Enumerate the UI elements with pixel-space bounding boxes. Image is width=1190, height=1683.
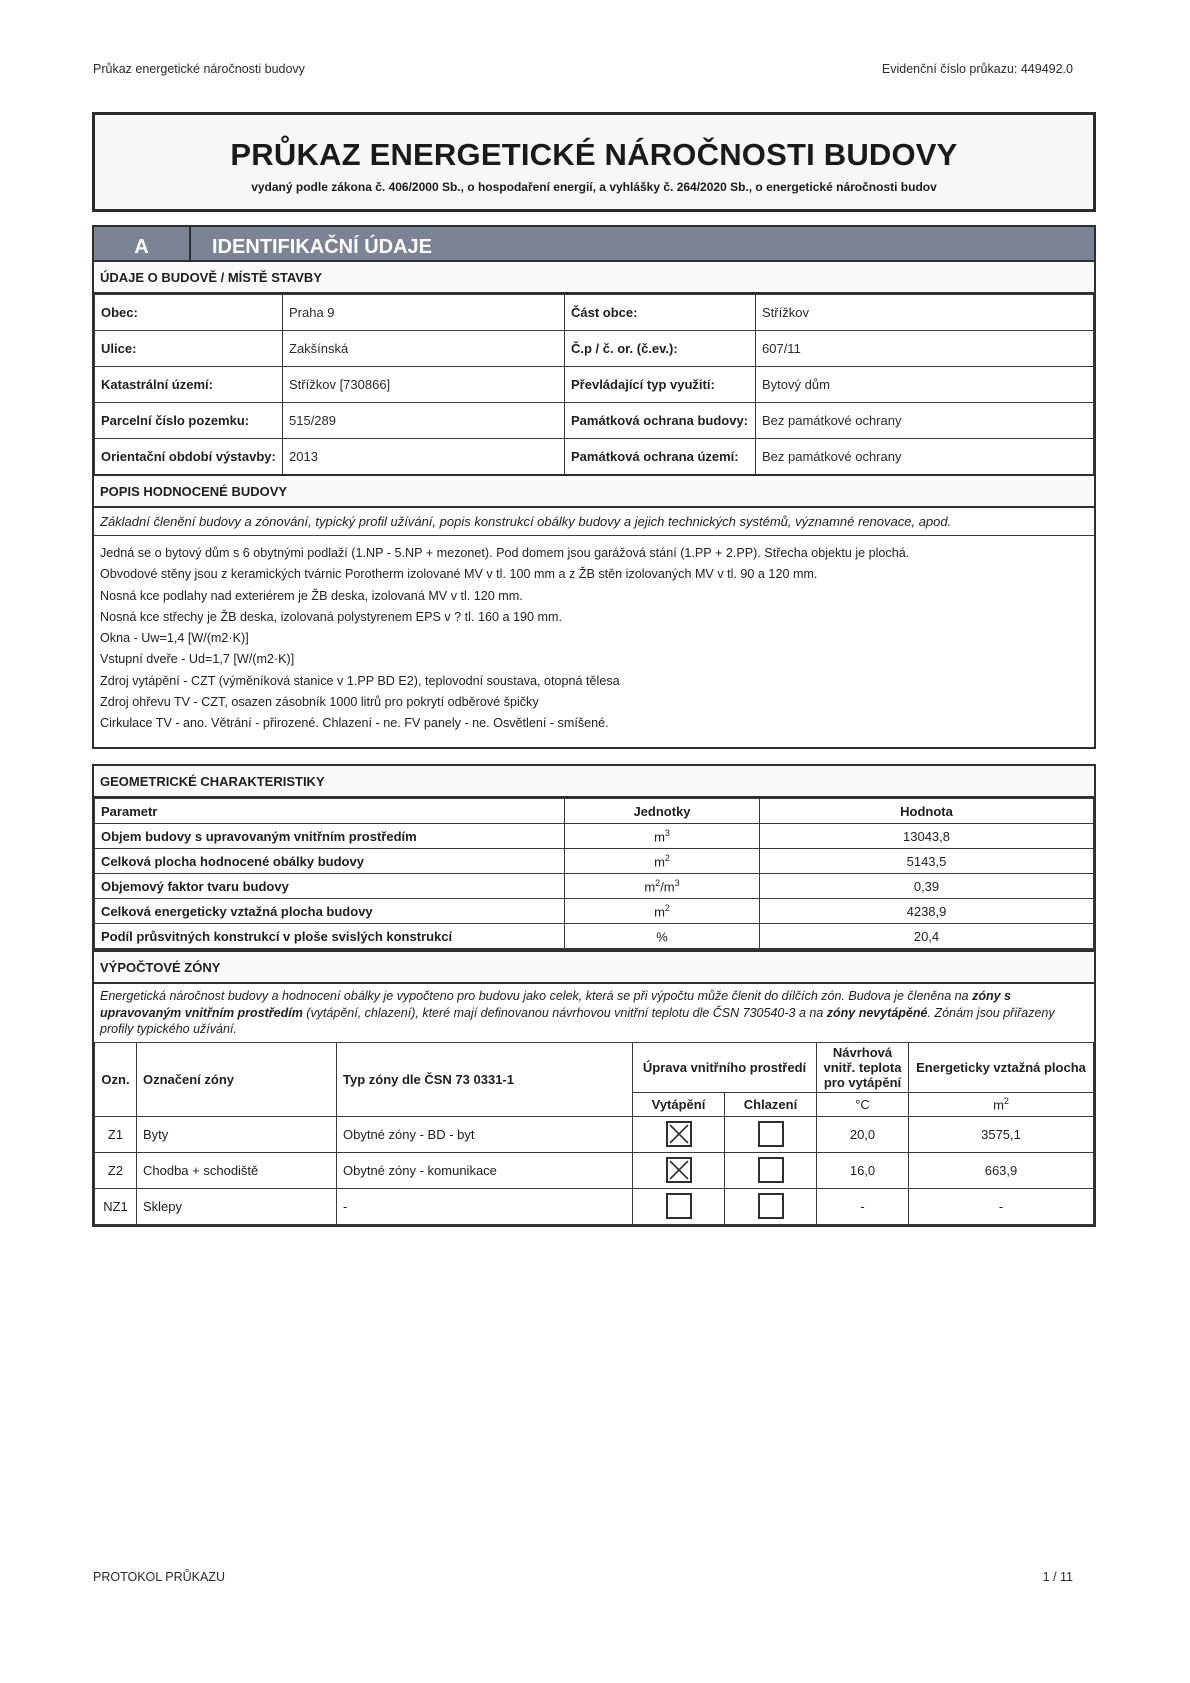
description-line: Okna - Uw=1,4 [W/(m2·K)] — [100, 631, 249, 646]
zone-temp: 20,0 — [817, 1116, 909, 1152]
geometry-unit — [565, 924, 760, 949]
geometry-value: 4238,9 — [760, 899, 1094, 924]
geometry-row — [95, 899, 1094, 924]
field-value: Bytový dům — [756, 367, 1094, 403]
col-cooling: Chlazení — [725, 1092, 817, 1116]
building-info-heading: ÚDAJE O BUDOVĚ / MÍSTĚ STAVBY — [94, 262, 1094, 294]
field-label: Parcelní číslo pozemku: — [95, 403, 283, 439]
unit-base: m — [644, 879, 656, 895]
field-value: Bez památkové ochrany — [756, 439, 1094, 475]
col-heating: Vytápění — [633, 1092, 725, 1116]
zone-area: 663,9 — [909, 1152, 1094, 1188]
unit-tail: /m — [660, 879, 675, 895]
zone-type: - — [337, 1188, 633, 1224]
zone-code: NZ1 — [95, 1188, 137, 1224]
field-label: Památková ochrana budovy: — [565, 403, 756, 439]
cooling-checkbox[interactable] — [758, 1121, 784, 1147]
document-title-box — [92, 112, 1096, 212]
unit-sup: 3 — [664, 827, 670, 838]
col-ref-area: Energeticky vztažná plocha — [909, 1042, 1094, 1092]
geometry-value: 0,39 — [760, 874, 1094, 899]
geometry-parameter: Celková energeticky vztažná plocha budovy — [95, 899, 565, 924]
field-label: Ulice: — [95, 331, 283, 367]
page-number: 1 / 11 — [1042, 1570, 1073, 1584]
zone-row — [95, 1152, 1094, 1188]
field-label: Převládající typ využití: — [565, 367, 756, 403]
zone-code: Z1 — [95, 1116, 137, 1152]
heating-checkbox[interactable] — [666, 1157, 692, 1183]
zone-temp: - — [817, 1188, 909, 1224]
heating-cell — [633, 1188, 725, 1224]
cooling-cell — [725, 1152, 817, 1188]
unit-base: m — [654, 904, 665, 920]
description-line: Cirkulace TV - ano. Větrání - přirozené. Chlazení - ne. FV panely - ne. Osvětlení - smíšené. — [100, 716, 609, 731]
zone-name: Byty — [137, 1116, 337, 1152]
description-line: Vstupní dveře - Ud=1,7 [W/(m2·K)] — [100, 652, 295, 667]
geometry-row — [95, 824, 1094, 849]
unit-sup: 2 — [1003, 1095, 1009, 1106]
description-line: Jedná se o bytový dům s 6 obytnými podlaží (1.NP - 5.NP + mezonet). Pod domem jsou garážová stání (1.PP + 2.PP). Střecha objektu je plochá. — [100, 546, 910, 560]
geometry-value: 5143,5 — [760, 849, 1094, 874]
geometry-value: 20,4 — [760, 924, 1094, 949]
field-value: Praha 9 — [283, 295, 565, 331]
description-body — [94, 536, 1094, 747]
building-info-row — [95, 439, 1094, 475]
col-hodnota: Hodnota — [760, 799, 1094, 824]
zones-note-text: . Zónám jsou přiřazeny profily typického užívání. — [100, 1005, 1055, 1036]
section-letter: A — [94, 227, 191, 267]
unit-base: m — [654, 829, 665, 845]
col-temp-unit: °C — [817, 1092, 909, 1116]
building-description-panel — [92, 474, 1096, 749]
geometry-row — [95, 849, 1094, 874]
unit-sup: 2 — [664, 902, 670, 913]
field-label: Památková ochrana území: — [565, 439, 756, 475]
zone-row — [95, 1188, 1094, 1224]
heating-checkbox[interactable] — [666, 1121, 692, 1147]
zone-name: Sklepy — [137, 1188, 337, 1224]
zone-area: 3575,1 — [909, 1116, 1094, 1152]
description-line: Zdroj vytápění - CZT (výměníková stanice v 1.PP BD E2), teplovodní soustava, otopná tělesa — [100, 673, 620, 688]
building-info-table — [94, 294, 1094, 475]
geometry-table — [94, 798, 1094, 949]
section-title: IDENTIFIKAČNÍ ÚDAJE — [212, 235, 433, 258]
zone-temp: 16,0 — [817, 1152, 909, 1188]
zones-note-bold: zóny s upravovaným vnitřním prostředím — [100, 989, 1011, 1020]
zone-area: - — [909, 1188, 1094, 1224]
zone-name: Chodba + schodiště — [137, 1152, 337, 1188]
field-label: Obec: — [95, 295, 283, 331]
col-zone-name: Označení zóny — [137, 1042, 337, 1116]
zones-heading: VÝPOČTOVÉ ZÓNY — [94, 952, 1094, 984]
zones-note-text: Energetická náročnost budovy a hodnocení obálky je vypočteno pro budovu jako celek, která se při výpočtu může členit do dílčích zón. Budova je členěna na — [100, 989, 973, 1003]
geometry-parameter: Objem budovy s upravovaným vnitřním prostředím — [95, 824, 565, 849]
building-info-row — [95, 403, 1094, 439]
col-zone-type: Typ zóny dle ČSN 73 0331-1 — [337, 1042, 633, 1116]
unit-tail-sup: 3 — [674, 877, 680, 888]
geometry-unit — [565, 824, 760, 849]
col-design-temp: Návrhová vnitř. teplota pro vytápění — [817, 1042, 909, 1092]
geometry-unit — [565, 874, 760, 899]
zones-note-bold: zóny nevytápěné — [826, 1005, 928, 1020]
description-line: Zdroj ohřevu TV - CZT, osazen zásobník 1000 litrů pro pokrytí odběrové špičky — [100, 695, 539, 710]
col-environment: Úprava vnitřního prostředí — [633, 1042, 817, 1092]
building-info-row — [95, 331, 1094, 367]
zones-panel — [92, 950, 1096, 1227]
zone-code: Z2 — [95, 1152, 137, 1188]
col-area-unit — [909, 1092, 1094, 1116]
zones-note — [94, 984, 1094, 1042]
field-value: Střížkov [730866] — [283, 367, 565, 403]
geometry-parameter: Objemový faktor tvaru budovy — [95, 874, 565, 899]
zone-type: Obytné zóny - komunikace — [337, 1152, 633, 1188]
geometry-row — [95, 924, 1094, 949]
geometry-unit — [565, 899, 760, 924]
col-jednotky: Jednotky — [565, 799, 760, 824]
heating-cell — [633, 1116, 725, 1152]
unit-base: m — [993, 1097, 1004, 1113]
document-subtitle: vydaný podle zákona č. 406/2000 Sb., o hospodaření energií, a vyhlášky č. 264/2020 Sb., o energetické náročnosti budov — [251, 180, 937, 194]
geometry-row — [95, 874, 1094, 899]
building-info-panel — [92, 260, 1096, 477]
description-line: Nosná kce střechy je ŽB deska, izolovaná polystyrenem EPS v ? tl. 160 a 190 mm. — [100, 609, 562, 624]
cooling-cell — [725, 1188, 817, 1224]
zone-row — [95, 1116, 1094, 1152]
building-info-row — [95, 295, 1094, 331]
field-value: Zakšínská — [283, 331, 565, 367]
geometry-parameter: Celková plocha hodnocené obálky budovy — [95, 849, 565, 874]
field-value: 607/11 — [756, 331, 1094, 367]
unit-sup: 2 — [664, 852, 670, 863]
zones-header-row — [95, 1042, 1094, 1092]
field-label: Orientační období výstavby: — [95, 439, 283, 475]
field-value: 515/289 — [283, 403, 565, 439]
geometry-parameter: Podíl průsvitných konstrukcí v ploše svislých konstrukcí — [95, 924, 565, 949]
col-ozn: Ozn. — [95, 1042, 137, 1116]
heating-checkbox[interactable] — [666, 1193, 692, 1219]
building-info-row — [95, 367, 1094, 403]
unit-base: % — [656, 929, 668, 945]
description-line: Nosná kce podlahy nad exteriérem je ŽB deska, izolovaná MV v tl. 120 mm. — [100, 588, 523, 603]
geometry-heading: GEOMETRICKÉ CHARAKTERISTIKY — [94, 766, 1094, 798]
field-value: Střížkov — [756, 295, 1094, 331]
footer-label: PROTOKOL PRŮKAZU — [93, 1570, 225, 1584]
page-header-title: Průkaz energetické náročnosti budovy — [93, 62, 305, 76]
description-line: Obvodové stěny jsou z keramických tvárnic Porotherm izolované MV v tl. 100 mm a z ŽB stěn izolovaných MV v tl. 90 a 120 mm. — [100, 567, 818, 582]
field-value: 2013 — [283, 439, 565, 475]
description-heading: POPIS HODNOCENÉ BUDOVY — [94, 476, 1094, 508]
geometry-value: 13043,8 — [760, 824, 1094, 849]
cooling-checkbox[interactable] — [758, 1157, 784, 1183]
cooling-cell — [725, 1116, 817, 1152]
cooling-checkbox[interactable] — [758, 1193, 784, 1219]
field-label: Katastrální území: — [95, 367, 283, 403]
zones-table — [94, 1042, 1094, 1225]
field-value: Bez památkové ochrany — [756, 403, 1094, 439]
zones-note-text: (vytápění, chlazení), které mají definovanou návrhovou vnitřní teplotu dle ČSN 730540-3 a na — [302, 1005, 827, 1020]
field-label: Č.p / č. or. (č.ev.): — [565, 331, 756, 367]
unit-sup: 2 — [655, 877, 661, 888]
document-title: PRŮKAZ ENERGETICKÉ NÁROČNOSTI BUDOVY — [230, 137, 958, 172]
geometry-unit — [565, 849, 760, 874]
description-note: Základní členění budovy a zónování, typický profil užívání, popis konstrukcí obálky budovy a jejich technických systémů, významné renovace, apod. — [94, 508, 1094, 536]
geometry-header-row — [95, 799, 1094, 824]
unit-base: m — [654, 854, 665, 870]
geometry-panel — [92, 764, 1096, 951]
field-label: Část obce: — [565, 295, 756, 331]
col-parametr: Parametr — [95, 799, 565, 824]
heating-cell — [633, 1152, 725, 1188]
zone-type: Obytné zóny - BD - byt — [337, 1116, 633, 1152]
certificate-number: Evidenční číslo průkazu: 449492.0 — [881, 62, 1073, 76]
